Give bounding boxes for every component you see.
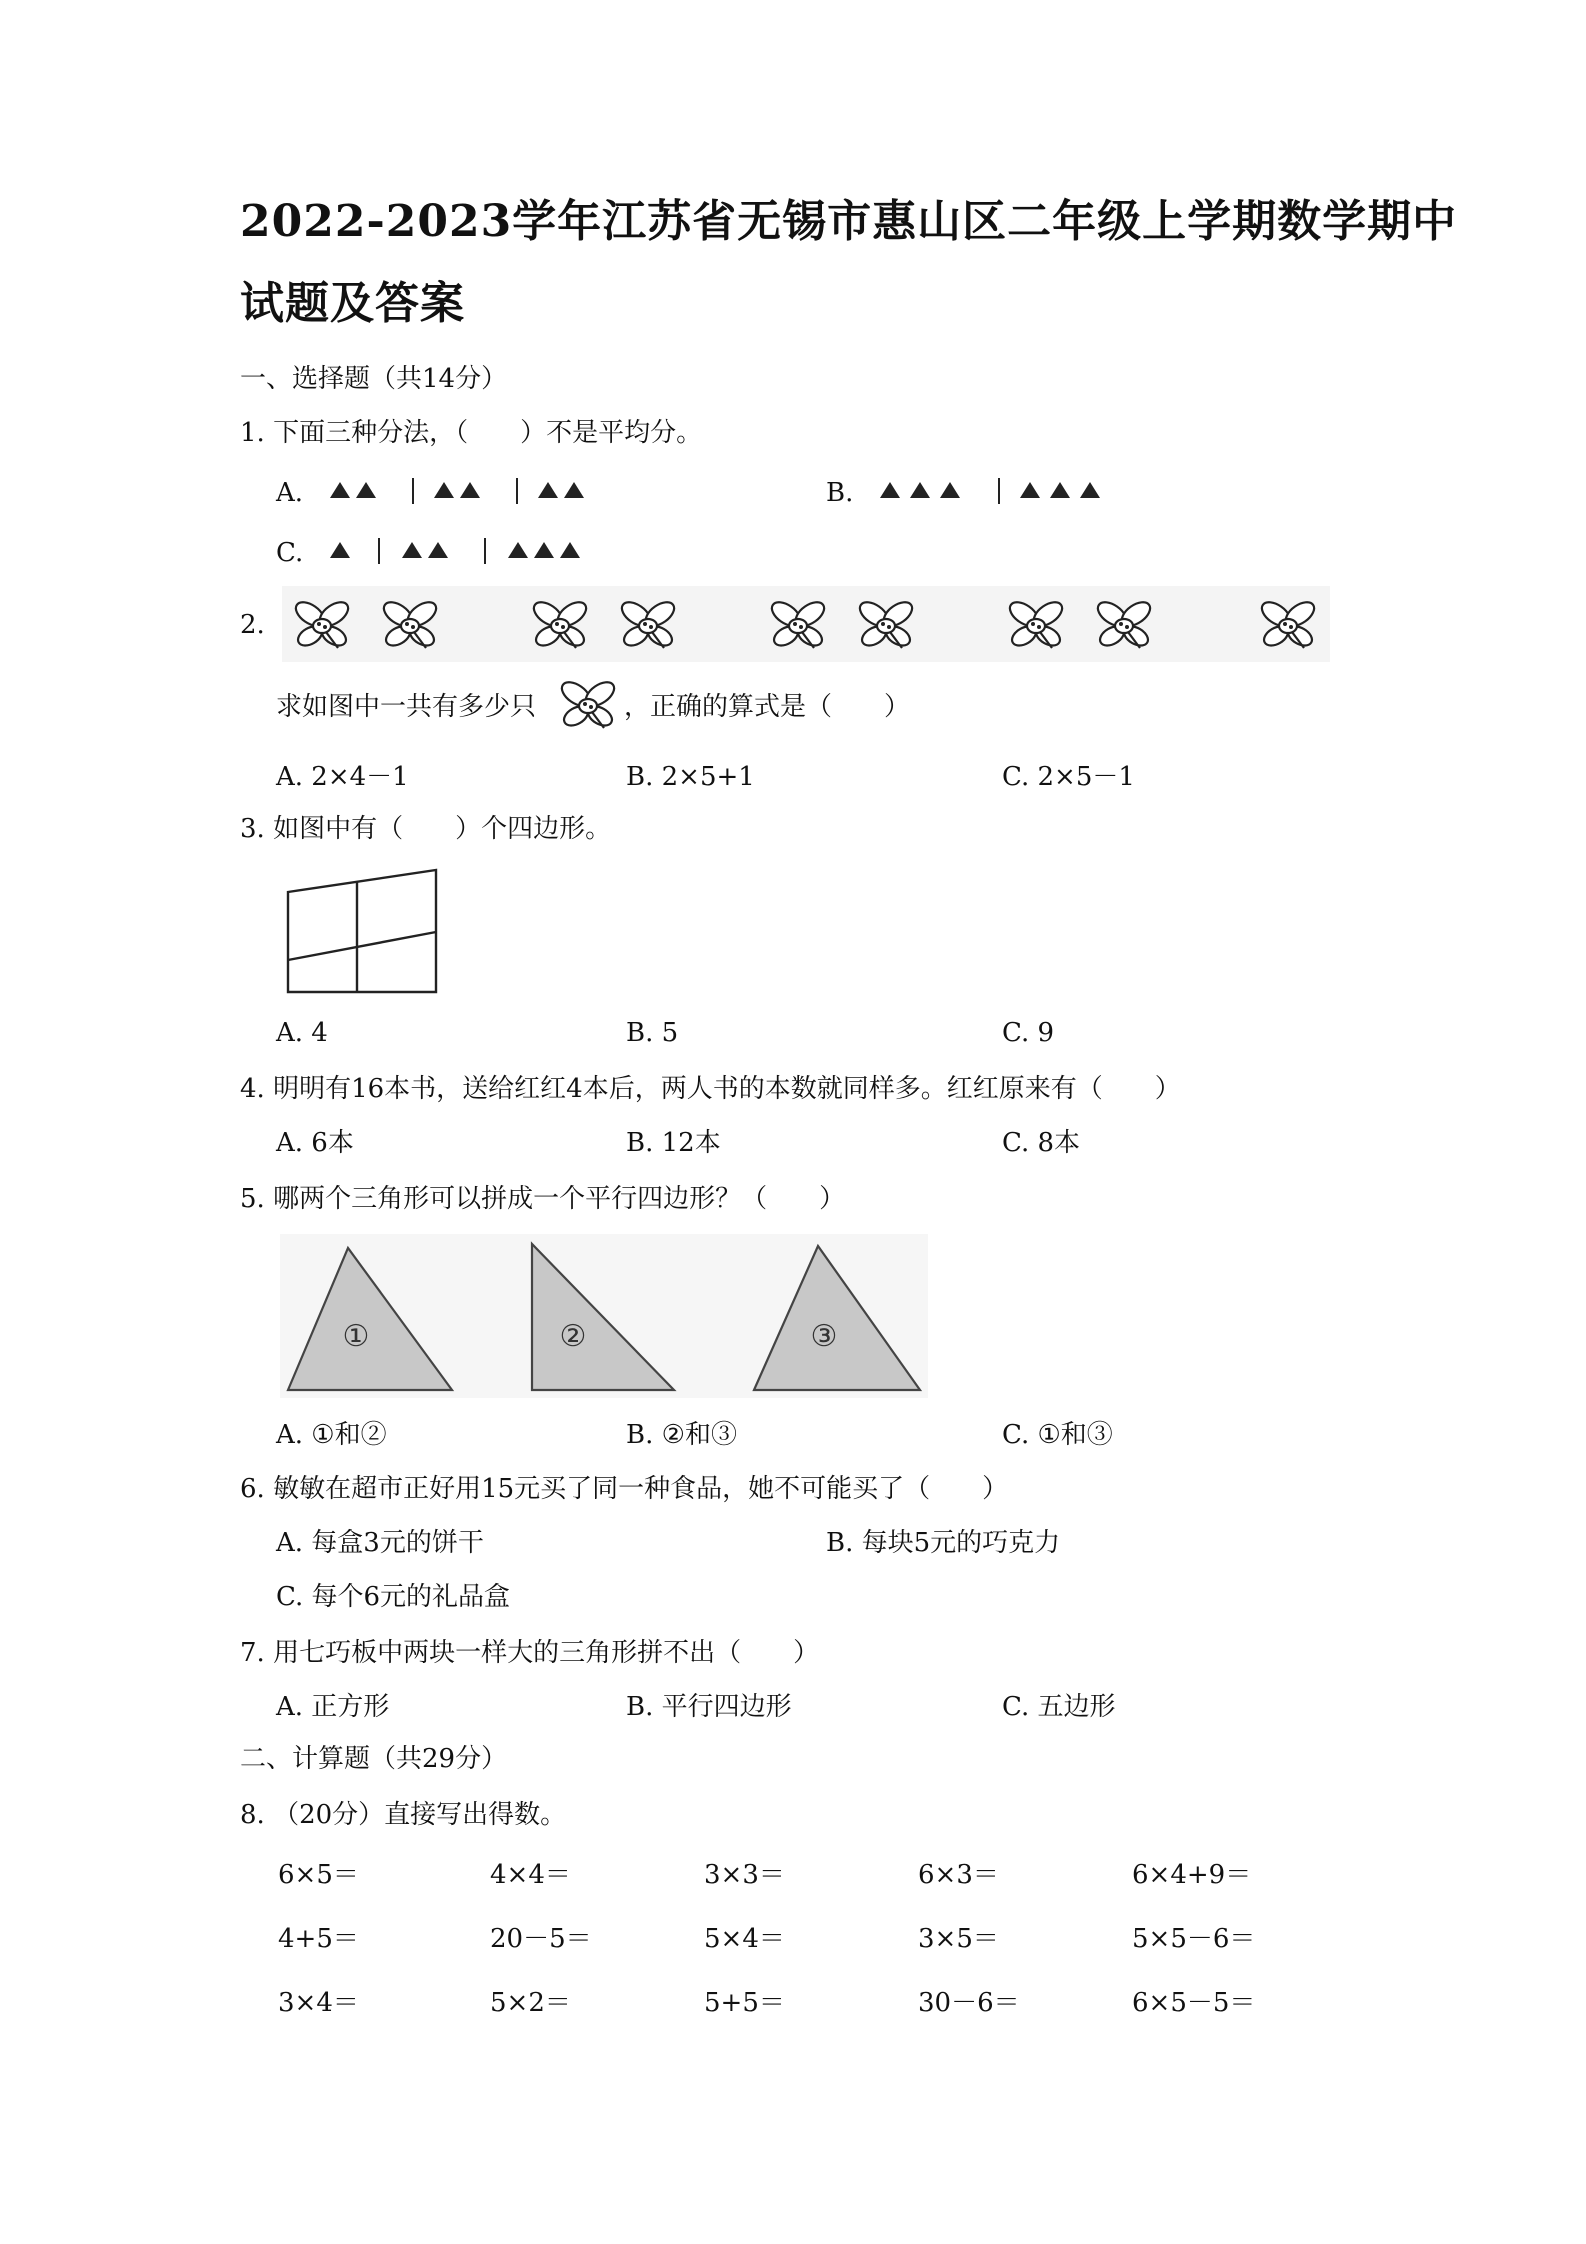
q5-option-b: B. ②和③	[626, 1420, 737, 1450]
question-2-number: 2.	[240, 610, 265, 640]
question-5-stem: 5. 哪两个三角形可以拼成一个平行四边形？（ ）	[240, 1184, 846, 1214]
q4-option-b: B. 12本	[626, 1128, 721, 1158]
q4-option-a: A. 6本	[276, 1128, 354, 1158]
calc-item: 5+5＝	[704, 1988, 785, 2018]
triangle-label-2: ②	[559, 1319, 587, 1354]
q1-option-c-triangles	[326, 536, 616, 570]
title-line-1: 2022-2023学年江苏省无锡市惠山区二年级上学期数学期中	[240, 196, 1458, 247]
q1-option-a-triangles	[326, 476, 616, 510]
q2-option-a: A. 2×4－1	[276, 762, 409, 792]
question-3-stem: 3. 如图中有（ ）个四边形。	[240, 814, 612, 844]
title-line-2: 试题及答案	[240, 278, 465, 329]
q7-option-b: B. 平行四边形	[626, 1692, 792, 1722]
calc-item: 3×4＝	[278, 1988, 359, 2018]
bee-icon	[556, 676, 620, 732]
section-1-heading: 一、选择题（共14分）	[240, 364, 508, 394]
q6-option-b: B. 每块5元的巧克力	[826, 1528, 1061, 1558]
q5-option-c: C. ①和③	[1002, 1420, 1113, 1450]
q3-option-a: A. 4	[276, 1018, 328, 1048]
calc-item: 4+5＝	[278, 1924, 359, 1954]
calc-item: 3×3＝	[704, 1860, 785, 1890]
calc-item: 20－5＝	[490, 1924, 592, 1954]
q2-stem-before: 求如图中一共有多少只	[276, 692, 537, 722]
q1-option-a-label: A.	[276, 478, 304, 508]
section-2-heading: 二、计算题（共29分）	[240, 1744, 508, 1774]
question-4-stem: 4. 明明有16本书，送给红红4本后，两人书的本数就同样多。红红原来有（ ）	[240, 1074, 1181, 1104]
q5-triangles-image	[280, 1234, 928, 1398]
q6-option-a: A. 每盒3元的饼干	[276, 1528, 484, 1558]
q6-option-c: C. 每个6元的礼品盒	[276, 1582, 511, 1612]
q2-option-c: C. 2×5－1	[1002, 762, 1135, 792]
calc-item: 6×5＝	[278, 1860, 359, 1890]
calc-item: 30－6＝	[918, 1988, 1020, 2018]
q7-option-c: C. 五边形	[1002, 1692, 1116, 1722]
q5-option-a: A. ①和②	[276, 1420, 387, 1450]
q1-option-b-triangles	[876, 476, 1136, 510]
calc-item: 6×5－5＝	[1132, 1988, 1256, 2018]
triangle-label-1: ①	[342, 1319, 370, 1354]
triangle-label-3: ③	[810, 1319, 838, 1354]
calc-item: 3×5＝	[918, 1924, 999, 1954]
q3-option-c: C. 9	[1002, 1018, 1055, 1048]
calc-item: 6×3＝	[918, 1860, 999, 1890]
question-8-stem: 8. （20分）直接写出得数。	[240, 1800, 567, 1830]
calc-item: 5×4＝	[704, 1924, 785, 1954]
q3-option-b: B. 5	[626, 1018, 679, 1048]
calc-item: 6×4+9＝	[1132, 1860, 1252, 1890]
q1-option-b-label: B.	[826, 478, 854, 508]
q1-option-c-label: C.	[276, 538, 304, 568]
question-1-stem: 1. 下面三种分法，（ ）不是平均分。	[240, 418, 703, 448]
question-7-stem: 7. 用七巧板中两块一样大的三角形拼不出（ ）	[240, 1638, 820, 1668]
q2-stem-after: ，正确的算式是（ ）	[624, 692, 911, 722]
question-6-stem: 6. 敏敏在超市正好用15元买了同一种食品，她不可能买了（ ）	[240, 1474, 1009, 1504]
calc-item: 4×4＝	[490, 1860, 571, 1890]
calc-item: 5×2＝	[490, 1988, 571, 2018]
calc-item: 5×5－6＝	[1132, 1924, 1256, 1954]
q3-quadrilateral-figure	[284, 864, 444, 1000]
q2-option-b: B. 2×5+1	[626, 762, 755, 792]
q4-option-c: C. 8本	[1002, 1128, 1081, 1158]
q7-option-a: A. 正方形	[276, 1692, 390, 1722]
q2-bee-image	[282, 586, 1330, 662]
